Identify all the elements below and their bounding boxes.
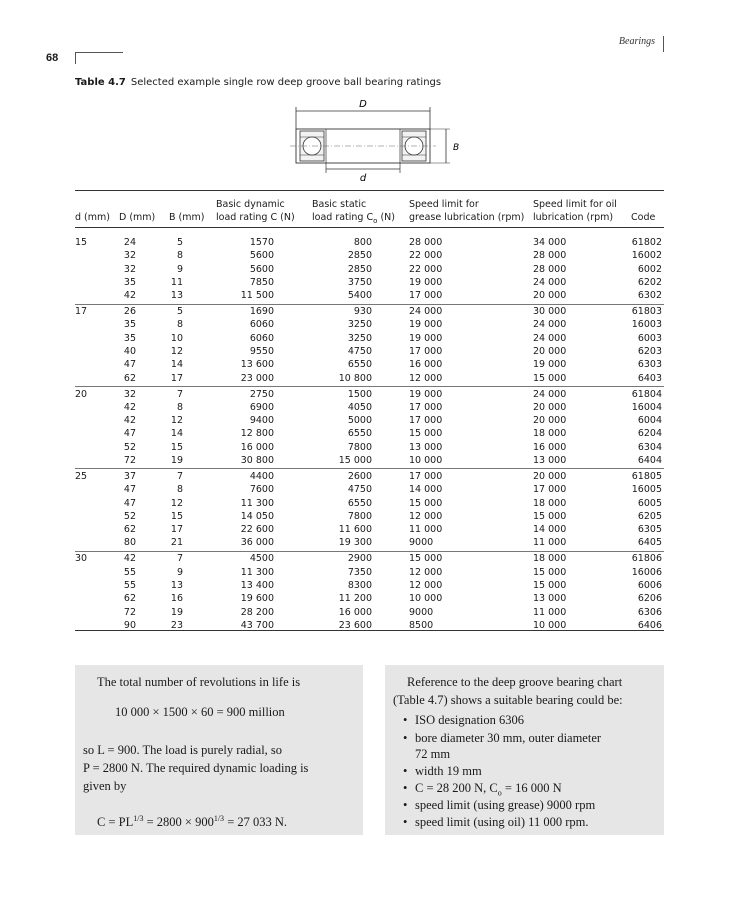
header-dynamic-1: Basic dynamic [216, 199, 285, 210]
cell-grease: 17 000 [409, 346, 443, 357]
eq2-exp2: 1/3 [213, 814, 225, 823]
cell-static: 16 000 [338, 606, 372, 618]
cell-B: 17 [170, 372, 183, 384]
cell-dynamic: 9400 [249, 415, 274, 427]
cell-dynamic: 12 800 [240, 428, 274, 440]
header-grease-2: grease lubrication (rpm) [409, 212, 525, 223]
table-row [75, 249, 664, 262]
cell-dynamic: 6060 [249, 319, 274, 331]
cell-code: 6305 [637, 524, 662, 536]
cell-bore-d: 20 [75, 388, 88, 400]
cell-oil: 18 000 [533, 553, 567, 565]
cell-dynamic: 7600 [249, 484, 274, 496]
cell-grease: 19 000 [409, 332, 443, 344]
result-box [385, 665, 664, 835]
eq2-exp1: 1/3 [133, 814, 144, 823]
cell-code: 16004 [631, 401, 662, 413]
cell-D: 42 [123, 553, 136, 565]
cell-code: 6205 [637, 510, 662, 522]
bullet-oil: • speed limit (using oil) 11 000 rpm. [415, 813, 588, 831]
cell-oil: 34 000 [533, 237, 567, 248]
cell-B: 9 [176, 263, 183, 275]
bullet-width: • width 19 mm [415, 762, 482, 780]
cell-oil: 14 000 [533, 524, 567, 536]
cell-code: 61806 [631, 553, 662, 565]
table-row [75, 441, 664, 454]
table-row [75, 454, 664, 467]
cell-dynamic: 16 000 [240, 441, 274, 453]
cell-static: 10 800 [338, 372, 372, 384]
header-grease-1: Speed limit for [409, 199, 479, 210]
box-right-intro-1: Reference to the deep groove bearing chart [407, 675, 623, 689]
cell-B: 5 [176, 237, 183, 248]
cell-dynamic: 7850 [249, 276, 274, 288]
cell-D: 32 [123, 388, 136, 400]
cell-grease: 17 000 [409, 290, 443, 302]
cell-dynamic: 11 300 [240, 566, 274, 578]
cell-bore-d: 15 [75, 237, 88, 248]
cell-static: 19 300 [338, 537, 372, 549]
box-left-equation1: 10 000 × 1500 × 60 = 900 million [115, 705, 285, 719]
cell-grease: 12 000 [409, 579, 443, 591]
box-left-para-1: so L = 900. The load is purely radial, so [83, 743, 283, 757]
cell-grease: 28 000 [409, 237, 443, 248]
cell-B: 7 [176, 553, 183, 565]
table-row [75, 236, 664, 249]
cell-B: 11 [170, 276, 183, 288]
cell-D: 26 [123, 306, 136, 318]
cell-oil: 20 000 [533, 346, 567, 357]
cell-D: 47 [123, 359, 136, 371]
cell-static: 930 [353, 306, 372, 318]
cell-B: 8 [176, 250, 183, 262]
cell-static: 5000 [347, 415, 372, 427]
cell-dynamic: 5600 [249, 250, 274, 262]
cell-grease: 15 000 [409, 428, 443, 440]
eq2-mid: = 2800 × 900 [143, 815, 214, 830]
running-head: Bearings [618, 36, 655, 47]
table-row [75, 510, 664, 523]
cell-oil: 24 000 [533, 388, 567, 400]
cell-B: 13 [170, 290, 183, 302]
table-row [75, 619, 664, 632]
table-row [75, 276, 664, 289]
header-code: Code [631, 212, 656, 223]
cell-code: 6005 [637, 497, 662, 509]
cell-D: 37 [123, 470, 136, 482]
cell-grease: 12 000 [409, 566, 443, 578]
cell-static: 23 600 [338, 619, 372, 631]
cell-static: 4050 [347, 401, 372, 413]
cell-B: 7 [176, 388, 183, 400]
cell-oil: 20 000 [533, 290, 567, 302]
cell-D: 42 [123, 290, 136, 302]
cell-grease: 16 000 [409, 359, 443, 371]
cell-dynamic: 6060 [249, 332, 274, 344]
cell-bore-d: 30 [75, 553, 88, 565]
cell-oil: 11 000 [533, 537, 567, 549]
cell-code: 61805 [631, 470, 662, 482]
cell-static: 11 200 [338, 593, 372, 605]
cell-static: 800 [353, 237, 372, 248]
table-row [75, 345, 664, 358]
cell-dynamic: 36 000 [240, 537, 274, 549]
cell-D: 42 [123, 401, 136, 413]
cell-code: 6003 [637, 332, 662, 344]
table-row [75, 523, 664, 536]
table-row [75, 536, 664, 549]
cell-B: 12 [170, 415, 183, 427]
ratings-sub: o [497, 788, 502, 798]
cell-static: 3250 [347, 332, 372, 344]
table-row [75, 579, 664, 592]
cell-D: 72 [123, 606, 136, 618]
header-rule-left-horizontal [75, 52, 123, 53]
cell-B: 21 [170, 537, 183, 549]
table-row [75, 318, 664, 331]
cell-dynamic: 11 500 [240, 290, 274, 302]
cell-B: 14 [170, 428, 183, 440]
table-row [75, 566, 664, 579]
cell-static: 15 000 [338, 455, 372, 466]
cell-code: 16005 [631, 484, 662, 496]
cell-grease: 12 000 [409, 372, 443, 384]
cell-static: 6550 [347, 359, 372, 371]
table-row [75, 483, 664, 496]
cell-static: 3750 [347, 276, 372, 288]
cell-code: 6002 [637, 263, 662, 275]
cell-B: 8 [176, 401, 183, 413]
header-D: D (mm) [119, 212, 156, 223]
cell-D: 90 [123, 619, 136, 631]
cell-B: 8 [176, 319, 183, 331]
header-oil-2: lubrication (rpm) [533, 212, 614, 223]
cell-bore-d: 25 [75, 470, 88, 482]
cell-static: 6550 [347, 428, 372, 440]
cell-B: 13 [170, 579, 183, 591]
table-row [75, 552, 664, 565]
cell-D: 35 [123, 276, 136, 288]
ratings-co: = 16 000 N [501, 781, 562, 795]
cell-code: 6304 [637, 441, 662, 453]
cell-static: 11 600 [338, 524, 372, 536]
table-row [75, 332, 664, 345]
table-caption [75, 77, 441, 88]
cell-grease: 17 000 [409, 415, 443, 427]
cell-D: 47 [123, 428, 136, 440]
cell-oil: 16 000 [533, 441, 567, 453]
cell-dynamic: 1690 [249, 306, 274, 318]
cell-dynamic: 2750 [249, 388, 274, 400]
cell-static: 8300 [347, 579, 372, 591]
cell-static: 3250 [347, 319, 372, 331]
label-d: d [359, 173, 367, 184]
cell-static: 2900 [347, 553, 372, 565]
cell-dynamic: 4500 [249, 553, 274, 565]
cell-oil: 19 000 [533, 359, 567, 371]
cell-grease: 24 000 [409, 306, 443, 318]
cell-B: 12 [170, 497, 183, 509]
cell-grease: 14 000 [409, 484, 443, 496]
table-top-rule [75, 190, 664, 191]
cell-code: 16006 [631, 566, 662, 578]
cell-oil: 24 000 [533, 319, 567, 331]
box-left-para-3: given by [83, 779, 127, 793]
cell-dynamic: 19 600 [240, 593, 274, 605]
cell-code: 61804 [631, 388, 662, 400]
header-B: B (mm) [169, 212, 205, 223]
cell-static: 1500 [347, 388, 372, 400]
box-right-intro-2: (Table 4.7) shows a suitable bearing could be: [393, 693, 623, 707]
cell-oil: 13 000 [533, 455, 567, 466]
table-row [75, 606, 664, 619]
cell-B: 23 [170, 619, 183, 631]
cell-grease: 15 000 [409, 553, 443, 565]
cell-D: 62 [123, 524, 136, 536]
cell-code: 6006 [637, 579, 662, 591]
cell-oil: 17 000 [533, 484, 567, 496]
ratings-c: C = 28 200 N, C [415, 781, 498, 795]
cell-oil: 18 000 [533, 497, 567, 509]
cell-D: 47 [123, 484, 136, 496]
table-row [75, 497, 664, 510]
eq2-lhs: C = PL [97, 815, 134, 830]
cell-grease: 17 000 [409, 401, 443, 413]
cell-grease: 19 000 [409, 276, 443, 288]
cell-dynamic: 23 000 [240, 372, 274, 384]
table-row [75, 263, 664, 276]
cell-oil: 10 000 [533, 619, 567, 631]
table-row [75, 372, 664, 385]
cell-grease: 8500 [409, 619, 434, 631]
header-rule-left-vertical [75, 52, 76, 64]
cell-code: 6202 [637, 276, 662, 288]
table-row [75, 592, 664, 605]
cell-static: 2850 [347, 263, 372, 275]
box-left-line1: The total number of revolutions in life is [97, 675, 301, 689]
cell-B: 5 [176, 306, 183, 318]
cell-D: 80 [123, 537, 136, 549]
cell-code: 6302 [637, 290, 662, 302]
header-d: d (mm) [75, 212, 110, 223]
cell-oil: 20 000 [533, 415, 567, 427]
table-caption-label: Table 4.7 [75, 77, 126, 88]
header-static-1: Basic static [312, 199, 367, 210]
cell-D: 62 [123, 593, 136, 605]
cell-code: 6403 [637, 372, 662, 384]
cell-grease: 13 000 [409, 441, 443, 453]
cell-B: 17 [170, 524, 183, 536]
cell-oil: 28 000 [533, 250, 567, 262]
cell-static: 6550 [347, 497, 372, 509]
cell-B: 9 [176, 566, 183, 578]
cell-grease: 19 000 [409, 319, 443, 331]
cell-B: 8 [176, 484, 183, 496]
cell-code: 6004 [637, 415, 662, 427]
cell-oil: 30 000 [533, 306, 567, 318]
cell-code: 6206 [637, 593, 662, 605]
cell-D: 72 [123, 455, 136, 466]
cell-code: 6404 [637, 455, 662, 466]
header-static-2 [312, 211, 395, 228]
cell-code: 6203 [637, 346, 662, 357]
cell-oil: 15 000 [533, 579, 567, 591]
header-dynamic-2: load rating C (N) [216, 212, 295, 223]
cell-code: 6303 [637, 359, 662, 371]
cell-B: 15 [170, 441, 183, 453]
cell-D: 55 [123, 566, 136, 578]
cell-oil: 13 000 [533, 593, 567, 605]
table-header [75, 197, 664, 227]
cell-oil: 20 000 [533, 470, 567, 482]
bullet-iso: • ISO designation 6306 [415, 711, 524, 729]
cell-grease: 9000 [409, 606, 434, 618]
label-B: B [453, 143, 460, 153]
cell-B: 19 [170, 606, 183, 618]
cell-oil: 11 000 [533, 606, 567, 618]
box-left-equation2 [97, 810, 287, 831]
header-rule-right [663, 36, 664, 52]
cell-oil: 15 000 [533, 510, 567, 522]
cell-B: 14 [170, 359, 183, 371]
cell-B: 15 [170, 510, 183, 522]
cell-grease: 17 000 [409, 470, 443, 482]
bearing-diagram [270, 95, 480, 185]
cell-static: 2850 [347, 250, 372, 262]
cell-D: 40 [123, 346, 136, 357]
bullet-grease: • speed limit (using grease) 9000 rpm [415, 796, 595, 814]
cell-static: 5400 [347, 290, 372, 302]
bullet-bore-cont: 72 mm [415, 747, 451, 761]
cell-D: 62 [123, 372, 136, 384]
table-row [75, 427, 664, 440]
cell-dynamic: 30 800 [240, 455, 274, 466]
cell-bore-d: 17 [75, 306, 88, 318]
cell-grease: 11 000 [409, 524, 443, 536]
cell-D: 35 [123, 319, 136, 331]
cell-dynamic: 4400 [249, 470, 274, 482]
bullet-bore: • bore diameter 30 mm, outer diameter [415, 729, 601, 747]
cell-code: 6306 [637, 606, 662, 618]
calculation-box [75, 665, 363, 835]
cell-static: 7350 [347, 566, 372, 578]
header-static-sub: o [373, 216, 378, 225]
cell-D: 32 [123, 263, 136, 275]
cell-code: 6406 [637, 619, 662, 631]
header-oil-1: Speed limit for oil [533, 199, 617, 210]
cell-dynamic: 43 700 [240, 619, 274, 631]
cell-static: 7800 [347, 441, 372, 453]
table-row [75, 414, 664, 427]
cell-code: 61802 [631, 237, 662, 248]
cell-B: 10 [170, 332, 183, 344]
header-static-text: load rating C [312, 212, 374, 223]
cell-D: 52 [123, 441, 136, 453]
page-number: 68 [46, 52, 59, 64]
cell-oil: 18 000 [533, 428, 567, 440]
cell-grease: 22 000 [409, 250, 443, 262]
cell-dynamic: 1570 [249, 237, 274, 248]
cell-code: 61803 [631, 306, 662, 318]
cell-dynamic: 13 600 [240, 359, 274, 371]
cell-static: 4750 [347, 484, 372, 496]
cell-static: 2600 [347, 470, 372, 482]
table-body [75, 236, 664, 631]
cell-B: 7 [176, 470, 183, 482]
cell-grease: 10 000 [409, 593, 443, 605]
cell-code: 16003 [631, 319, 662, 331]
table-row [75, 388, 664, 401]
cell-D: 35 [123, 332, 136, 344]
cell-dynamic: 22 600 [240, 524, 274, 536]
cell-dynamic: 13 400 [240, 579, 274, 591]
table-row [75, 305, 664, 318]
cell-oil: 28 000 [533, 263, 567, 275]
cell-D: 47 [123, 497, 136, 509]
cell-D: 24 [123, 237, 136, 248]
cell-dynamic: 9550 [249, 346, 274, 357]
cell-dynamic: 5600 [249, 263, 274, 275]
cell-oil: 15 000 [533, 372, 567, 384]
cell-oil: 24 000 [533, 276, 567, 288]
box-left-para-2: P = 2800 N. The required dynamic loading is [83, 761, 309, 775]
cell-grease: 15 000 [409, 497, 443, 509]
cell-dynamic: 6900 [249, 401, 274, 413]
cell-D: 42 [123, 415, 136, 427]
cell-D: 55 [123, 579, 136, 591]
cell-D: 52 [123, 510, 136, 522]
cell-B: 16 [170, 593, 183, 605]
cell-oil: 15 000 [533, 566, 567, 578]
cell-dynamic: 11 300 [240, 497, 274, 509]
table-caption-text: Selected example single row deep groove ball bearing ratings [130, 77, 442, 88]
table-row [75, 289, 664, 302]
cell-grease: 12 000 [409, 510, 443, 522]
header-static-unit: (N) [377, 212, 395, 223]
eq2-rhs: = 27 033 N. [224, 815, 288, 830]
cell-code: 6405 [637, 537, 662, 549]
cell-B: 12 [170, 346, 183, 357]
cell-B: 19 [170, 455, 183, 466]
cell-static: 7800 [347, 510, 372, 522]
cell-grease: 9000 [409, 537, 434, 549]
cell-grease: 19 000 [409, 388, 443, 400]
cell-grease: 10 000 [409, 455, 443, 466]
cell-code: 6204 [637, 428, 662, 440]
cell-grease: 22 000 [409, 263, 443, 275]
cell-static: 4750 [347, 346, 372, 357]
cell-D: 32 [123, 250, 136, 262]
cell-code: 16002 [631, 250, 662, 262]
cell-dynamic: 28 200 [240, 606, 274, 618]
cell-dynamic: 14 050 [240, 510, 274, 522]
label-D: D [359, 99, 367, 110]
table-row [75, 358, 664, 371]
table-row [75, 470, 664, 483]
table-row [75, 401, 664, 414]
cell-oil: 20 000 [533, 401, 567, 413]
cell-oil: 24 000 [533, 332, 567, 344]
